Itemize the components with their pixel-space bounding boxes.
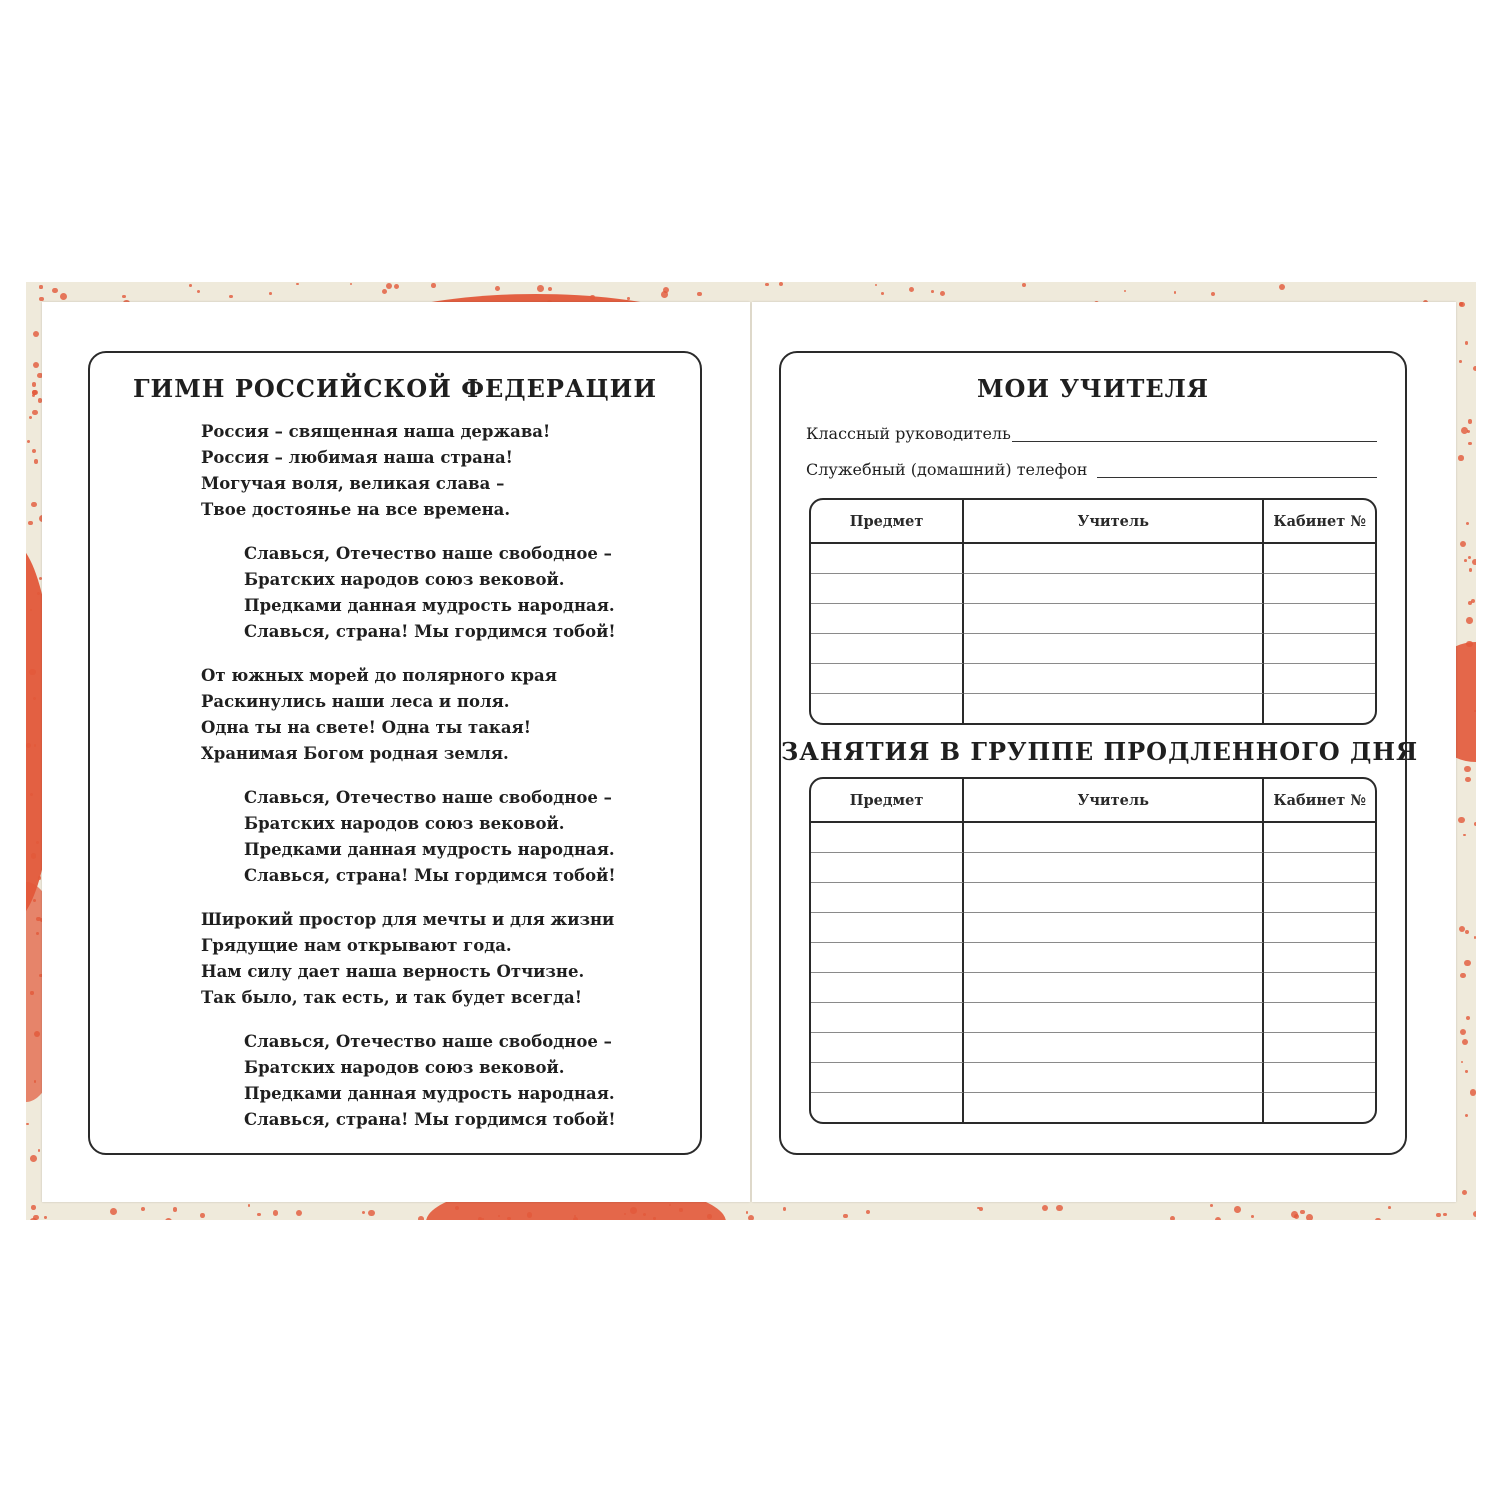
extended-cell[interactable] [1264,973,1375,1003]
cover-speck [1472,559,1477,565]
extended-cell[interactable] [964,823,1264,853]
table-row [811,913,1375,943]
extended-cell[interactable] [964,943,1264,973]
cover-speck [643,1213,646,1216]
cover-speck [765,283,768,286]
cover-speck [1468,601,1472,605]
cover-speck [1473,366,1476,371]
anthem-line: Славься, страна! Мы гордимся тобой! [244,622,616,641]
table-row [811,943,1375,973]
teachers-cell[interactable] [811,634,964,664]
cover-speck [1460,973,1466,979]
extended-cell[interactable] [811,1063,964,1093]
cover-speck [1436,1213,1440,1217]
teachers-cell[interactable] [1264,574,1375,604]
cover-speck [60,293,67,300]
cover-speck [29,416,32,419]
cover-speck [1465,341,1469,345]
table-row [811,853,1375,883]
extended-cell[interactable] [1264,943,1375,973]
cover-speck [1468,419,1473,424]
cover-speck [1211,292,1215,296]
anthem-line: Предками данная мудрость народная. [244,840,615,859]
cover-speck [1460,541,1466,547]
cover-speck [32,410,38,416]
teachers-title: МОИ УЧИТЕЛЯ [976,374,1210,403]
cover-speck [495,286,500,291]
cover-speck [697,292,702,297]
cover-speck [122,295,125,298]
cover-speck [34,744,36,746]
cover-speck [653,1217,655,1219]
teachers-cell[interactable] [811,664,964,694]
extended-cell[interactable] [811,883,964,913]
cover-speck [31,1205,35,1209]
cover-speck [165,1218,172,1220]
extended-cell[interactable] [811,853,964,883]
cover-speck [1251,1215,1254,1218]
cover-speck [296,1210,303,1217]
teachers-cell[interactable] [1264,544,1375,574]
extended-cell[interactable] [811,1003,964,1033]
anthem-chorus [244,785,616,889]
table-row [811,574,1375,604]
anthem-line: Предками данная мудрость народная. [244,596,615,615]
cover-speck [1124,290,1127,293]
cover-speck [1459,926,1465,932]
cover-speck [1466,522,1469,525]
table-row [811,1063,1375,1093]
table-row [811,1003,1375,1033]
teachers-cell[interactable] [1264,694,1375,723]
anthem-frame [88,351,702,1155]
cover-speck [1210,1204,1213,1207]
cover-speck [189,284,192,287]
cover-speck [866,1210,870,1214]
extended-cell[interactable] [811,913,964,943]
extended-cell[interactable] [964,973,1264,1003]
cover-speck [548,287,552,291]
anthem-line: Братских народов союз вековой. [244,1058,565,1077]
cover-speck [1042,1205,1048,1211]
cover-speck [573,1217,578,1220]
anthem-line: Раскинулись наши леса и поля. [201,692,510,711]
table-row [811,664,1375,694]
cover-speck [39,285,42,288]
cover-speck [350,283,353,286]
extended-cell[interactable] [811,1093,964,1122]
cover-speck [229,295,232,298]
cover-speck [27,440,30,443]
cover-speck [1388,1206,1391,1209]
cover-speck [394,284,399,289]
extended-cell[interactable] [1264,853,1375,883]
extended-cell[interactable] [811,973,964,1003]
anthem-line: Братских народов союз вековой. [244,570,565,589]
anthem-title: ГИМН РОССИЙСКОЙ ФЕДЕРАЦИИ [132,374,658,403]
cover-speck [1470,1089,1476,1096]
cover-speck [1170,1216,1175,1220]
cover-speck [197,290,200,293]
extended-cell[interactable] [1264,1093,1375,1122]
extended-cell[interactable] [1264,823,1375,853]
cover-speck [478,1217,482,1220]
cover-speck [1461,427,1468,434]
cover-speck [1459,360,1462,363]
teachers-cell[interactable] [811,694,964,723]
cover-speck [779,282,783,286]
anthem-line: Славься, Отечество наше свободное – [244,544,612,563]
cover-speck [527,1212,533,1218]
anthem-line: Славься, Отечество наше свободное – [244,788,612,807]
teachers-frame [779,351,1419,1155]
teachers-header-0: Предмет [811,500,964,544]
cover-speck [1473,1211,1476,1218]
cover-speck [200,1213,205,1218]
cover-speck [38,1149,40,1151]
table-row [811,883,1375,913]
extended-cell[interactable] [1264,1003,1375,1033]
cover-speck [33,1215,38,1220]
table-row [811,973,1375,1003]
extended-cell[interactable] [1264,913,1375,943]
anthem-line: Славься, страна! Мы гордимся тобой! [244,1110,616,1129]
cover-speck [1022,283,1026,287]
cover-speck [843,1214,847,1218]
cover-speck [173,1207,178,1212]
teachers-cell[interactable] [964,634,1264,664]
cover-speck [38,876,41,879]
cover-speck [748,1215,754,1220]
phone-label: Служебный (домашний) телефон [806,460,1088,479]
extended-cell[interactable] [964,1093,1264,1122]
cover-speck [875,284,877,286]
cover-speck [269,292,272,295]
cover-speck [1458,817,1464,823]
cover-speck [940,291,945,296]
cover-speck [37,592,40,595]
cover-speck [707,1214,711,1218]
teachers-cell[interactable] [811,574,964,604]
cover-speck [1294,1214,1300,1220]
table-row [811,1033,1375,1063]
cover-speck [32,382,36,386]
cover-speck [498,1215,500,1217]
cover-speck [590,295,595,300]
anthem-line: Широкий простор для мечты и для жизни [201,910,615,929]
cover-speck [1465,1114,1468,1117]
cover-speck [1461,1061,1463,1063]
cover-speck [31,853,37,859]
cover-speck [1474,936,1476,939]
extended-cell[interactable] [1264,883,1375,913]
cover-speck [382,289,388,295]
anthem-stanza [201,419,550,523]
cover-speck [257,1213,261,1217]
anthem-line: Твое достоянье на все времена. [201,500,511,519]
cover-speck [29,669,36,676]
cover-speck [746,1211,748,1213]
teachers-table [809,498,1377,725]
teachers-cell[interactable] [964,694,1264,723]
cover-speck [1460,1029,1466,1035]
cover-speck [1056,1205,1063,1212]
cover-speck [1466,1016,1470,1020]
cover-speck [33,331,39,337]
cover-speck [248,1204,250,1206]
anthem-line: Россия – священная наша держава! [201,422,551,441]
cover-speck [1469,568,1472,571]
cover-speck [26,1123,29,1126]
cover-speck [1465,1070,1467,1072]
extended-cell[interactable] [1264,1063,1375,1093]
extended-day-title: ЗАНЯТИЯ В ГРУППЕ ПРОДЛЕННОГО ДНЯ [781,737,1419,766]
cover-speck [1466,641,1472,647]
class-teacher-label: Классный руководитель [806,424,1011,443]
teachers-cell[interactable] [1264,604,1375,634]
cover-speck [26,743,31,748]
extended-cell[interactable] [811,943,964,973]
extended-cell[interactable] [1264,1033,1375,1063]
cover-speck [34,459,38,463]
cover-speck [431,283,435,287]
cover-speck [881,292,884,295]
teachers-cell[interactable] [964,544,1264,574]
anthem-line: Грядущие нам открывают года. [201,936,512,955]
extended-day-table [809,777,1377,1124]
teachers-cell[interactable] [964,604,1264,634]
anthem-line: Одна ты на свете! Одна ты такая! [201,718,531,737]
cover-speck [537,285,544,292]
cover-speck [1462,1039,1468,1045]
cover-speck [141,1207,145,1211]
cover-speck [32,449,36,453]
cover-speck [44,1216,46,1218]
class-teacher-field[interactable] [1012,441,1377,442]
teachers-cell[interactable] [1264,634,1375,664]
cover-speck [28,521,32,525]
anthem-stanza [201,907,614,1011]
table-row [811,634,1375,664]
left-page [42,302,750,1202]
cover-speck [455,1206,459,1210]
table-row [811,1093,1375,1122]
cover-speck [30,991,33,994]
cover-speck [1468,442,1472,446]
anthem-line: От южных морей до полярного края [201,666,557,685]
cover-speck [39,297,44,302]
cover-speck [32,394,35,397]
extended-cell[interactable] [811,823,964,853]
cover-speck [1462,1190,1467,1195]
cover-speck [1375,1218,1381,1220]
anthem-line: Могучая воля, великая слава – [201,474,505,493]
extended-cell[interactable] [964,883,1264,913]
anthem-line: Так было, так есть, и так будет всегда! [201,988,582,1007]
cover-speck [273,1210,278,1215]
cover-speck [296,283,298,285]
cover-speck [368,1210,374,1216]
table-row [811,823,1375,853]
teachers-cell[interactable] [1264,664,1375,694]
cover-speck [1474,822,1476,826]
cover-speck [1464,766,1471,773]
anthem-line: Хранимая Богом родная земля. [201,744,509,763]
cover-speck [1466,617,1472,623]
anthem-line: Славься, Отечество наше свободное – [244,1032,612,1051]
cover-speck [33,362,39,368]
anthem-chorus [244,1029,616,1133]
cover-speck [663,287,669,293]
cover-speck [362,1211,365,1214]
extended-cell[interactable] [964,1003,1264,1033]
cover-speck [1465,930,1469,934]
extended-header-0: Предмет [811,779,964,823]
cover-speck [31,502,36,507]
cover-speck [783,1207,787,1211]
cover-speck [1306,1214,1313,1220]
cover-speck [1279,284,1286,291]
extended-cell[interactable] [811,1033,964,1063]
cover-speck [1215,1217,1221,1220]
cover-speck [627,297,630,300]
anthem-line: Братских народов союз вековой. [244,814,565,833]
cover-speck [1463,834,1466,837]
table-row [811,544,1375,574]
cover-speck [1464,559,1467,562]
extended-cell[interactable] [964,1063,1264,1093]
extended-cell[interactable] [964,913,1264,943]
table-row [811,604,1375,634]
anthem-chorus [244,541,616,645]
cover-speck [1443,1213,1447,1217]
cover-speck [1464,960,1470,966]
extended-header-2: Кабинет № [1264,779,1375,823]
teachers-header-1: Учитель [964,500,1264,544]
teachers-cell[interactable] [964,574,1264,604]
cover-speck [386,283,392,289]
cover-speck [931,290,934,293]
anthem-stanza [201,663,557,767]
anthem-line: Нам силу дает наша верность Отчизне. [201,962,585,981]
extended-cell[interactable] [964,853,1264,883]
anthem-line: Славься, страна! Мы гордимся тобой! [244,866,616,885]
cover-speck [1234,1206,1241,1213]
cover-speck [34,1080,37,1083]
cover-speck [679,1208,682,1211]
teachers-cell[interactable] [811,544,964,574]
cover-speck [110,1208,117,1215]
extended-cell[interactable] [964,1033,1264,1063]
cover-speck [418,1216,424,1220]
table-row [811,694,1375,723]
cover-speck [1468,556,1471,559]
cover-speck [30,1155,37,1162]
extended-header-1: Учитель [964,779,1264,823]
anthem-line: Россия – любимая наша страна! [201,448,513,467]
cover-speck [909,287,914,292]
cover-speck [1459,302,1463,306]
cover-speck [1474,710,1476,712]
cover-speck [1458,455,1463,460]
cover-speck [507,1217,511,1220]
teachers-cell[interactable] [964,664,1264,694]
cover-speck [1465,777,1471,783]
cover-speck [36,917,40,921]
cover-speck [52,288,57,293]
cover-speck [1174,291,1177,294]
anthem-line: Предками данная мудрость народная. [244,1084,615,1103]
phone-field[interactable] [1097,477,1377,478]
right-page [752,302,1456,1202]
teachers-header-2: Кабинет № [1264,500,1375,544]
teachers-cell[interactable] [811,604,964,634]
cover-speck [1300,1210,1305,1215]
